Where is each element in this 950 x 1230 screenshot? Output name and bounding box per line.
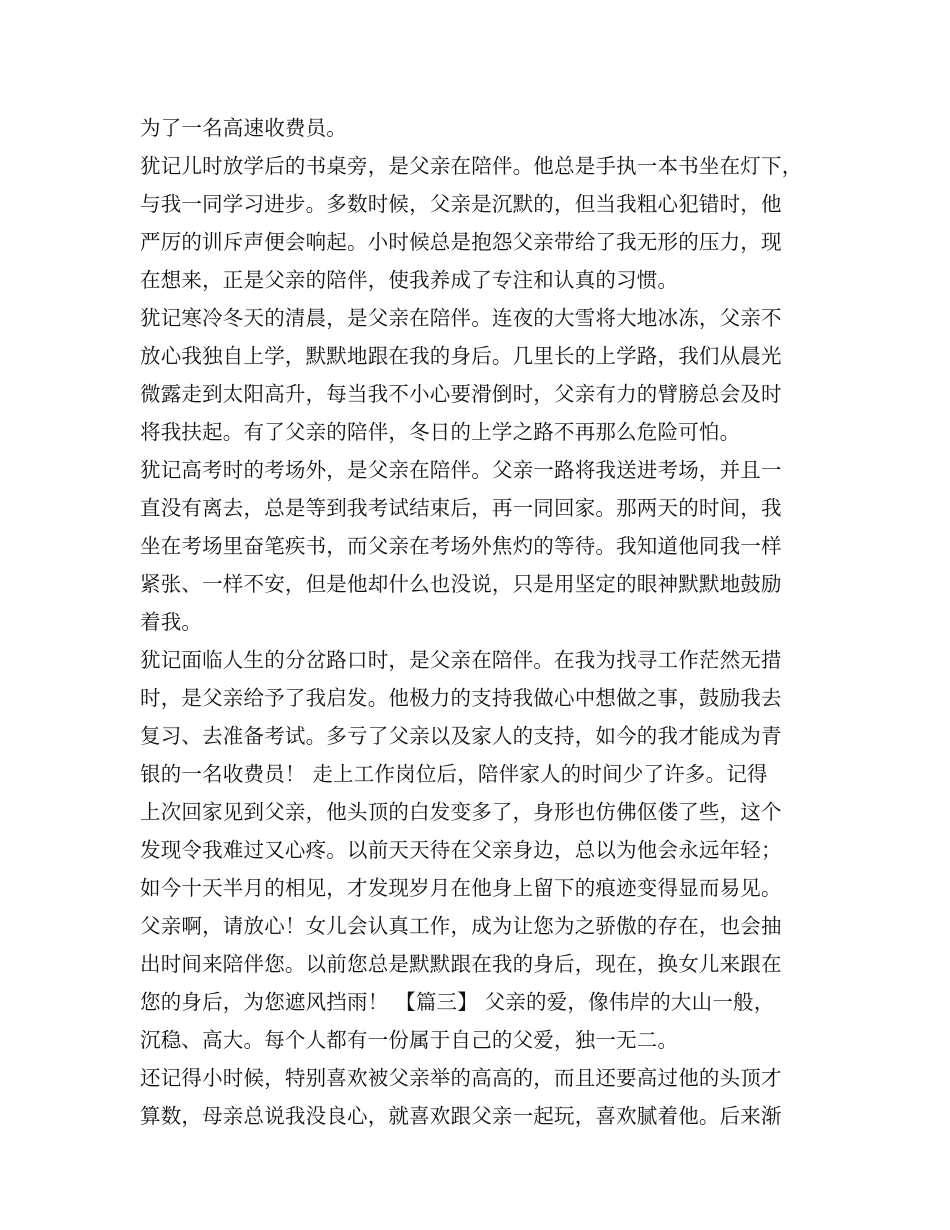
text-line: 出时间来陪伴您。以前您总是默默跟在我的身后，现在，换女儿来跟在 (140, 952, 782, 976)
text-line: 为了一名高速收费员。 (140, 116, 347, 140)
text-line: 微露走到太阳高升，每当我不小心要滑倒时，父亲有力的臂膀总会及时 (140, 382, 782, 406)
text-line: 将我扶起。有了父亲的陪伴，冬日的上学之路不再那么危险可怕。 (140, 420, 741, 444)
text-line: 银的一名收费员！ 走上工作岗位后，陪伴家人的时间少了许多。记得 (140, 762, 768, 786)
text-line: 犹记面临人生的分岔路口时，是父亲在陪伴。在我为找寻工作茫然无措 (140, 648, 782, 672)
text-line: 时，是父亲给予了我启发。他极力的支持我做心中想做之事，鼓励我去 (140, 686, 782, 710)
text-line: 犹记儿时放学后的书桌旁，是父亲在陪伴。他总是手执一本书坐在灯下， (140, 154, 803, 178)
text-line: 上次回家见到父亲，他头顶的白发变多了，身形也仿佛伛偻了些，这个 (140, 800, 782, 824)
text-line: 与我一同学习进步。多数时候，父亲是沉默的，但当我粗心犯错时，他 (140, 192, 782, 216)
text-line: 如今十天半月的相见，才发现岁月在他身上留下的痕迹变得显而易见。 (140, 876, 782, 900)
text-line: 复习、去准备考试。多亏了父亲以及家人的支持，如今的我才能成为青 (140, 724, 782, 748)
text-line: 直没有离去，总是等到我考试结束后，再一同回家。那两天的时间，我 (140, 496, 782, 520)
text-line: 沉稳、高大。每个人都有一份属于自己的父爱，独一无二。 (140, 1028, 679, 1052)
text-line: 还记得小时候，特别喜欢被父亲举的高高的，而且还要高过他的头顶才 (140, 1066, 782, 1090)
text-line: 着我。 (140, 610, 203, 634)
text-line: 犹记高考时的考场外，是父亲在陪伴。父亲一路将我送进考场，并且一 (140, 458, 782, 482)
text-line: 算数，母亲总说我没良心，就喜欢跟父亲一起玩，喜欢腻着他。后来渐 (140, 1104, 782, 1128)
text-line: 您的身后，为您遮风挡雨！ 【篇三】 父亲的爱，像伟岸的大山一般， (140, 990, 775, 1014)
text-line: 在想来，正是父亲的陪伴，使我养成了专注和认真的习惯。 (140, 268, 679, 292)
text-line: 父亲啊，请放心！女儿会认真工作，成为让您为之骄傲的存在，也会抽 (140, 914, 782, 938)
text-line: 放心我独自上学，默默地跟在我的身后。几里长的上学路，我们从晨光 (140, 344, 782, 368)
text-line: 犹记寒冷冬天的清晨，是父亲在陪伴。连夜的大雪将大地冰冻，父亲不 (140, 306, 782, 330)
text-line: 紧张、一样不安，但是他却什么也没说，只是用坚定的眼神默默地鼓励 (140, 572, 782, 596)
text-line: 发现令我难过又心疼。以前天天待在父亲身边，总以为他会永远年轻； (140, 838, 782, 862)
body-text (140, 109, 840, 1135)
text-line: 严厉的训斥声便会响起。小时候总是抱怨父亲带给了我无形的压力，现 (140, 230, 782, 254)
text-line: 坐在考场里奋笔疾书，而父亲在考场外焦灼的等待。我知道他同我一样 (140, 534, 782, 558)
